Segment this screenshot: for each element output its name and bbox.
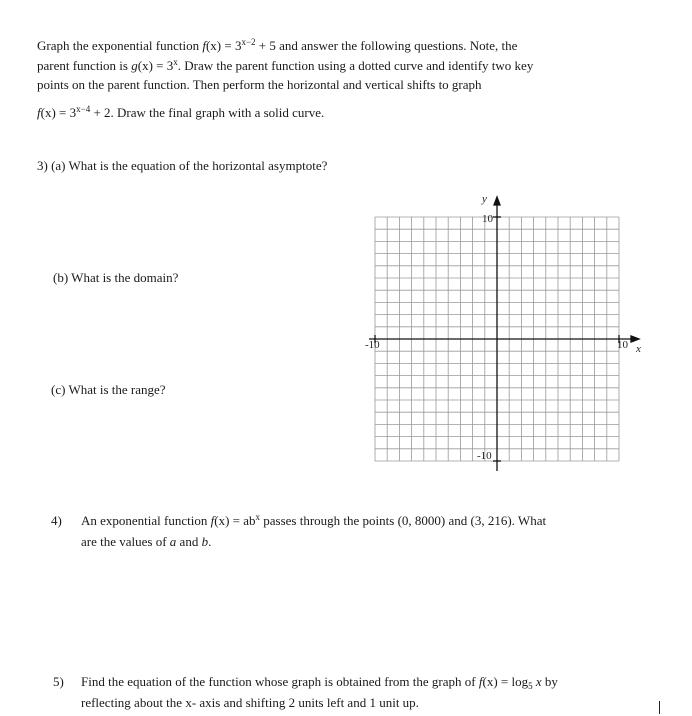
q5-arg: (x) = log: [482, 674, 529, 689]
x-axis-arrow-icon: [631, 336, 639, 342]
x-right-tick-label: 10: [617, 339, 628, 351]
q5-line-1-pre: Find the equation of the function whose graph is obtained from the graph of: [81, 674, 479, 689]
text-cursor: [659, 701, 660, 714]
q4-var-b: b: [201, 534, 209, 549]
final-fn: f: [37, 105, 41, 120]
q5-fn: f: [478, 674, 483, 689]
y-top-tick-label: 10: [482, 213, 493, 225]
y-axis-arrow-icon: [494, 197, 500, 205]
coordinate-grid: [355, 190, 655, 480]
q5-log-base: 5: [528, 681, 533, 691]
x-axis-label: x: [636, 343, 641, 355]
question-3a: 3) (a) What is the equation of the horizontal asymptote?: [37, 158, 328, 173]
parent-arg: (x) = 3: [137, 58, 174, 73]
y-axis-label: y: [482, 193, 487, 205]
question-5-line-1: [81, 674, 558, 690]
intro-exponent: x−2: [241, 37, 256, 47]
q4-arg: (x) = ab: [214, 513, 256, 528]
parent-exponent: x: [173, 57, 178, 67]
x-left-tick-label: -10: [365, 339, 380, 351]
question-3b: (b) What is the domain?: [53, 270, 179, 285]
y-bottom-tick-label: -10: [477, 450, 492, 462]
intro-line-2-pre: parent function is: [37, 58, 132, 73]
intro-line-2: [37, 56, 533, 75]
intro-line-4-post: + 2. Draw the final graph with a solid curve.: [90, 105, 325, 120]
q4-line-2-mid: and: [176, 534, 202, 549]
question-5-number: 5): [53, 674, 64, 689]
intro-line-4: [37, 103, 324, 122]
q4-fn: f: [210, 513, 215, 528]
intro-line-1-pre: Graph the exponential function: [37, 38, 203, 53]
q4-exponent: x: [255, 512, 260, 522]
q4-line-2-pre: are the values of: [81, 534, 170, 549]
q4-line-1-post: passes through the points (0, 8000) and (3, 216). What: [260, 513, 547, 528]
q5-var: x: [532, 674, 542, 689]
q4-line-2-end: .: [208, 534, 212, 549]
intro-fn: f: [202, 38, 206, 53]
q4-var-a: a: [169, 534, 177, 549]
intro-arg: (x) = 3: [205, 38, 242, 53]
intro-line-1-post: + 5 and answer the following questions. Note, the: [255, 38, 518, 53]
final-exponent: x−4: [76, 104, 91, 114]
q4-line-1-pre: An exponential function: [81, 513, 211, 528]
intro-line-2-post: . Draw the parent function using a dotted curve and identify two key: [177, 58, 534, 73]
question-4-number: 4): [51, 513, 62, 528]
intro-line-1: [37, 36, 517, 55]
question-5-line-2: reflecting about the x- axis and shifting 2 units left and 1 unit up.: [81, 695, 419, 710]
final-arg: (x) = 3: [40, 105, 77, 120]
parent-fn: g: [131, 58, 138, 73]
q5-line-1-post: by: [541, 674, 558, 689]
question-4-line-1: [81, 513, 546, 529]
question-4-line-2: [81, 534, 211, 550]
intro-line-3: points on the parent function. Then perform the horizontal and vertical shifts to graph: [37, 77, 482, 92]
question-3c: (c) What is the range?: [51, 382, 166, 397]
